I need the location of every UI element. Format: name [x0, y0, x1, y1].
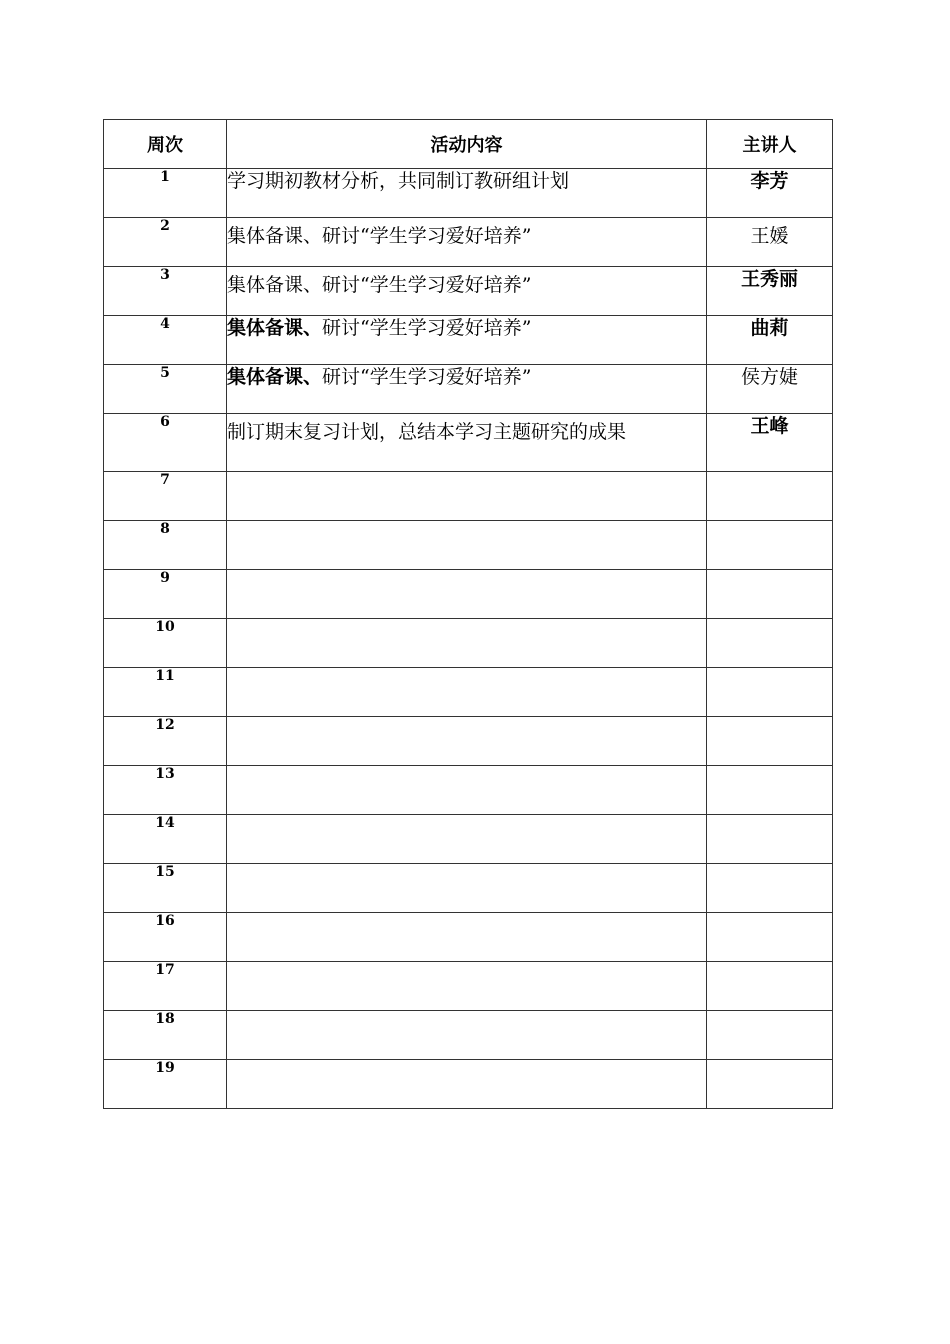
content-text: 集体备课、研讨“学生学习爱好培养” — [227, 274, 532, 296]
speaker-cell: 曲莉 — [707, 316, 833, 365]
speaker-cell — [707, 218, 833, 267]
week-cell: 14 — [104, 815, 227, 864]
speaker-cell — [707, 619, 833, 668]
content-cell — [227, 864, 707, 913]
week-cell: 2 — [104, 218, 227, 267]
speaker-name: 侯方婕 — [740, 366, 798, 388]
speaker-cell: 王峰 — [707, 414, 833, 472]
week-cell: 16 — [104, 913, 227, 962]
week-cell: 18 — [104, 1011, 227, 1060]
content-text: 集体备课、研讨“学生学习爱好培养” — [227, 225, 532, 247]
content-cell — [227, 365, 707, 414]
table-row — [104, 472, 833, 521]
table-row — [104, 414, 833, 472]
content-cell — [227, 1060, 707, 1109]
table-row — [104, 267, 833, 316]
content-text: 制订期末复习计划，总结本学习主题研究的成果 — [227, 421, 627, 443]
content-cell — [227, 619, 707, 668]
speaker-cell — [707, 913, 833, 962]
speaker-cell — [707, 521, 833, 570]
table-row — [104, 316, 833, 365]
speaker-cell — [707, 962, 833, 1011]
content-text-bold: 集体备课、 — [227, 366, 323, 388]
content-text: 学习期初教材分析，共同制订教研组计划 — [227, 170, 570, 192]
speaker-cell — [707, 815, 833, 864]
speaker-cell — [707, 717, 833, 766]
table-row — [104, 1011, 833, 1060]
speaker-cell: 李芳 — [707, 169, 833, 218]
week-cell: 12 — [104, 717, 227, 766]
week-cell: 3 — [104, 267, 227, 316]
week-cell: 17 — [104, 962, 227, 1011]
table-row — [104, 619, 833, 668]
table-row — [104, 864, 833, 913]
week-cell: 15 — [104, 864, 227, 913]
week-cell: 10 — [104, 619, 227, 668]
week-cell: 1 — [104, 169, 227, 218]
header-speaker: 主讲人 — [707, 120, 833, 169]
table-header-row — [104, 120, 833, 169]
header-week: 周次 — [104, 120, 227, 169]
table-row — [104, 717, 833, 766]
content-text: 研讨“学生学习爱好培养” — [322, 317, 532, 339]
content-cell — [227, 267, 707, 316]
week-cell: 11 — [104, 668, 227, 717]
table-row — [104, 169, 833, 218]
content-cell — [227, 472, 707, 521]
content-cell — [227, 913, 707, 962]
table-row — [104, 766, 833, 815]
table-row — [104, 913, 833, 962]
table-row — [104, 365, 833, 414]
content-cell — [227, 815, 707, 864]
content-text: 研讨“学生学习爱好培养” — [322, 366, 532, 388]
speaker-cell — [707, 570, 833, 619]
week-cell: 7 — [104, 472, 227, 521]
speaker-cell — [707, 1060, 833, 1109]
week-cell: 13 — [104, 766, 227, 815]
content-cell — [227, 316, 707, 365]
speaker-cell — [707, 864, 833, 913]
content-cell — [227, 668, 707, 717]
week-cell: 19 — [104, 1060, 227, 1109]
week-cell: 8 — [104, 521, 227, 570]
content-cell — [227, 218, 707, 267]
speaker-cell — [707, 472, 833, 521]
speaker-name: 王媛 — [750, 225, 789, 247]
table-row — [104, 962, 833, 1011]
content-cell — [227, 570, 707, 619]
table-row — [104, 1060, 833, 1109]
header-content: 活动内容 — [227, 120, 707, 169]
table-row — [104, 815, 833, 864]
speaker-cell — [707, 766, 833, 815]
content-cell — [227, 1011, 707, 1060]
content-cell — [227, 414, 707, 472]
speaker-cell — [707, 668, 833, 717]
content-text-bold: 集体备课、 — [227, 317, 323, 339]
content-cell — [227, 766, 707, 815]
week-cell: 4 — [104, 316, 227, 365]
week-cell: 6 — [104, 414, 227, 472]
content-cell — [227, 169, 707, 218]
table-row — [104, 521, 833, 570]
speaker-cell — [707, 365, 833, 414]
speaker-cell — [707, 1011, 833, 1060]
activity-schedule-table — [103, 119, 833, 1109]
speaker-cell: 王秀丽 — [707, 267, 833, 316]
table-row — [104, 668, 833, 717]
week-cell: 9 — [104, 570, 227, 619]
content-cell — [227, 717, 707, 766]
content-cell — [227, 521, 707, 570]
week-cell: 5 — [104, 365, 227, 414]
table-row — [104, 218, 833, 267]
table-row — [104, 570, 833, 619]
content-cell — [227, 962, 707, 1011]
